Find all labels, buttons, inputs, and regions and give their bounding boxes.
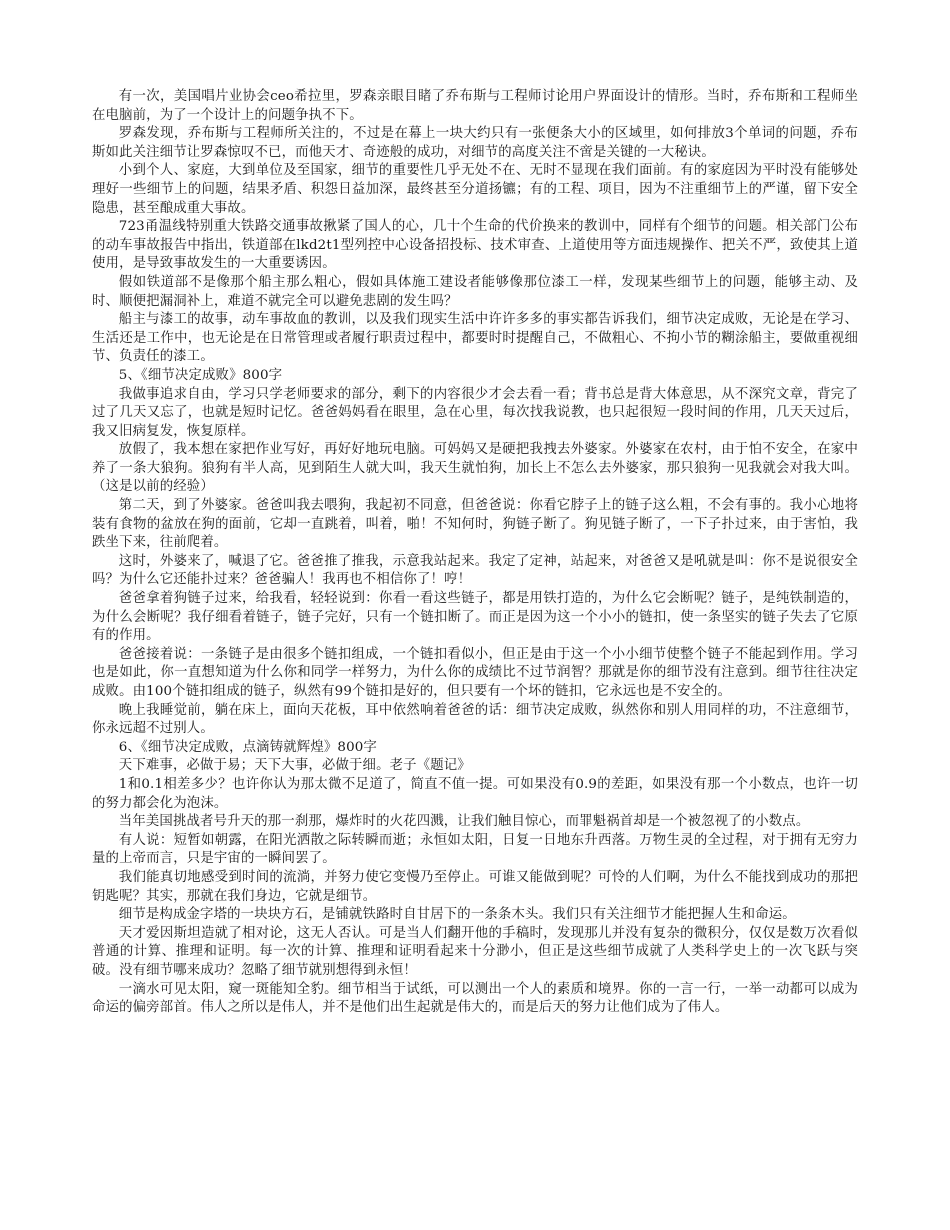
paragraph: 晚上我睡觉前，躺在床上，面向天花板，耳中依然响着爸爸的话：细节决定成败，纵然你和别人用同样的功，不注意细节，你永远超不过别人。 [92, 702, 858, 737]
paragraph: 爸爸接着说：一条链子是由很多个链扣组成，一个链扣看似小，但正是由于这一个小小细节使整个链子不能起到作用。学习也是如此，你一直想知道为什么你和同学一样努力，为什么你的成绩比不过节润智？那就是你的细节没有注意到。细节往往决定成败。由100个链扣组成的链子，纵然有99个链扣是好的，但只要有一个坏的链扣，它永远也是不安全的。 [92, 646, 858, 699]
paragraph: 一滴水可见太阳，窥一斑能知全豹。细节相当于试纸，可以测出一个人的素质和境界。你的一言一行，一举一动都可以成为命运的偏旁部首。伟人之所以是伟人，并不是他们出生起就是伟大的，而是后天的努力让他们成为了伟人。 [92, 981, 858, 1016]
epigraph: 天下难事，必做于易；天下大事，必做于细。老子《题记》 [118, 758, 471, 774]
paragraph: 有人说：短暂如朝露，在阳光洒散之际转瞬而逝；永恒如太阳，日复一日地东升西落。万物生灵的全过程，对于拥有无穷力量的上帝而言，只是宇宙的一瞬间罢了。 [92, 832, 858, 867]
paragraph: 放假了，我本想在家把作业写好，再好好地玩电脑。可妈妈又是硬把我拽去外婆家。外婆家在农村，由于怕不安全，在家中养了一条大狼狗。狼狗有半人高，见到陌生人就大叫，我天生就怕狗，加长上不怎么去外婆家，那只狼狗一见我就会对我大叫。（这是以前的经验） [92, 442, 858, 495]
section-heading: 5、《细节决定成败》800字 [118, 367, 283, 383]
paragraph: 假如铁道部不是像那个船主那么粗心，假如具体施工建设者能够像那位漆工一样，发现某些细节上的问题，能够主动、及时、顺便把漏洞补上，难道不就完全可以避免悲剧的发生吗？ [92, 274, 858, 309]
paragraph: 我做事追求自由，学习只学老师要求的部分，剩下的内容很少才会去看一看；背书总是背大体意思，从不深究文章，背完了过了几天又忘了，也就是短时记忆。爸爸妈妈看在眼里，急在心里，每次找我说教，也只起很短一段时间的作用，几天天过后，我又旧病复发，恢复原样。 [92, 386, 858, 439]
paragraph: 723甬温线特别重大铁路交通事故揪紧了国人的心，几十个生命的代价换来的教训中，同样有个细节的问题。相关部门公布的动车事故报告中指出，铁道部在lkd2t1型列控中心设备招投标、技术审查、上道使用等方面违规操作、把关不严，致使其上道使用，是导致事故发生的一大重要诱因。 [92, 219, 858, 272]
paragraph: 当年美国挑战者号升天的那一刹那，爆炸时的火花四溅，让我们触目惊心，而罪魁祸首却是一个被忽视了的小数点。 [118, 814, 810, 830]
paragraph: 爸爸拿着狗链子过来，给我看，轻轻说到：你看一看这些链子，都是用铁打造的，为什么它会断呢？链子，是纯铁制造的，为什么会断呢？我仔细看着链子，链子完好，只有一个链扣断了。而正是因为这一个小小的链扣，使一条坚实的链子失去了它原有的作用。 [92, 591, 858, 644]
paragraph: 有一次，美国唱片业协会ceo希拉里，罗森亲眼目睹了乔布斯与工程师讨论用户界面设计的情形。当时，乔布斯和工程师坐在电脑前，为了一个设计上的问题争执不下。 [92, 89, 858, 123]
paragraph: 1和0.1相差多少？也许你认为那太微不足道了，简直不值一提。可如果没有0.9的差距，如果没有那一个小数点，也许一切的努力都会化为泡沫。 [92, 776, 858, 811]
paragraph: 船主与漆工的故事，动车事故血的教训，以及我们现实生活中许许多多的事实都告诉我们，细节决定成败，无论是在学习、生活还是工作中，也无论是在日常管理或者履行职责过程中，都要时时提醒自己，不做粗心、不拘小节的糊涂船主，要做重视细节、负责任的漆工。 [92, 312, 858, 365]
paragraph: 天才爱因斯坦造就了相对论，这无人否认。可是当人们翻开他的手稿时，发现那儿并没有复杂的微积分，仅仅是数万次看似普通的计算、推理和证明。每一次的计算、推理和证明看起来十分渺小，但正是这些细节成就了人类科学史上的一次飞跃与突破。没有细节哪来成功？忽略了细节就别想得到永恒！ [92, 925, 858, 978]
section-heading: 6、《细节决定成败，点滴铸就辉煌》800字 [118, 739, 377, 755]
paragraph: 我们能真切地感受到时间的流淌，并努力使它变慢乃至停止。可谁又能做到呢？可怜的人们啊，为什么不能找到成功的那把钥匙呢？其实，那就在我们身边，它就是细节。 [92, 869, 858, 904]
paragraph: 小到个人、家庭，大到单位及至国家，细节的重要性几乎无处不在、无时不显现在我们面前。有的家庭因为平时没有能够处理好一些细节上的问题，结果矛盾、积怨日益加深，最终甚至分道扬镳；有的工程、项目，因为不注重细节上的严谨，留下安全隐患，甚至酿成重大事故。 [92, 163, 858, 216]
paragraph: 这时，外婆来了，喊退了它。爸爸推了推我，示意我站起来。我定了定神，站起来，对爸爸又是吼就是叫：你不是说很安全吗？为什么它还能扑过来？爸爸骗人！我再也不相信你了！哼！ [92, 553, 858, 588]
paragraph: 第二天，到了外婆家。爸爸叫我去喂狗，我起初不同意，但爸爸说：你看它脖子上的链子这么粗，不会有事的。我小心地将装有食物的盆放在狗的面前，它却一直跳着，叫着，啪！不知何时，狗链子断了。狗见链子断了，一下子扑过来，由于害怕，我跌坐下来，往前爬着。 [92, 498, 858, 551]
paragraph: 罗森发现，乔布斯与工程师所关注的，不过是在幕上一块大约只有一张便条大小的区域里，如何排放3个单词的问题，乔布斯如此关注细节让罗森惊叹不已，而他天才、奇迹般的成功，对细节的高度关注不啻是关键的一大秘诀。 [92, 126, 858, 160]
document-page [92, 88, 858, 1018]
paragraph: 细节是构成金字塔的一块块方石，是铺就铁路时自甘居下的一条条木头。我们只有关注细节才能把握人生和命运。 [118, 907, 796, 923]
